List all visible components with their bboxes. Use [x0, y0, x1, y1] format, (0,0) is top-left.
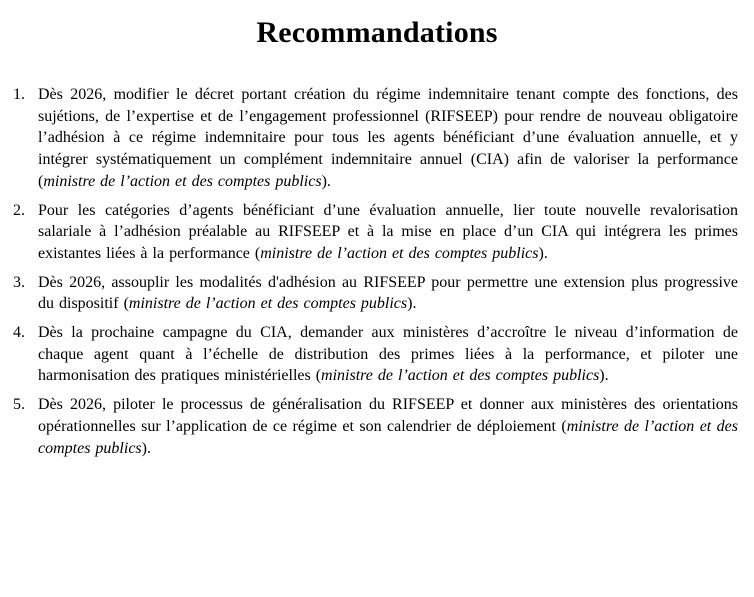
item-suffix: ).	[599, 367, 609, 385]
list-item	[13, 272, 738, 315]
item-number: 3.	[13, 273, 25, 291]
item-suffix: ).	[141, 439, 151, 457]
item-text: Pour les catégories d’agents bénéficiant d’une évaluation annuelle, lier toute nouvelle revalorisation salariale à l’adhésion préalable au RIFSEEP et à la mise en place d’un CIA qui intégrera les primes existantes liées à la performance (	[38, 201, 738, 262]
item-number: 4.	[13, 324, 25, 342]
list-item	[13, 322, 738, 387]
item-ministry: ministre de l’action et des comptes publics	[128, 295, 408, 313]
recommendations-list	[0, 84, 754, 459]
item-number: 1.	[13, 86, 25, 103]
item-text: Dès la prochaine campagne du CIA, demander aux ministères d’accroître le niveau d’information de chaque agent quant à l’échelle de distribution des primes liées à la performance, et piloter une harmonisation des pratiques ministérielles (	[38, 324, 738, 385]
list-item	[13, 394, 738, 459]
list-item	[13, 84, 738, 193]
item-text: Dès 2026, piloter le processus de généralisation du RIFSEEP et donner aux ministères des orientations opérationnelles sur l’application de ce régime et son calendrier de déploiement (	[38, 396, 738, 435]
item-ministry: ministre de l’action et des comptes publics	[43, 172, 322, 190]
document-page	[0, 16, 754, 597]
item-ministry: ministre de l’action et des comptes publics	[260, 244, 539, 262]
item-suffix: ).	[407, 295, 417, 313]
page-title: Recommandations	[256, 16, 498, 49]
item-suffix: ).	[538, 244, 548, 262]
item-suffix: ).	[321, 172, 331, 190]
item-ministry: ministre de l’action et des comptes publics	[321, 367, 600, 385]
item-ministry: ministre de l’action et des comptes publics	[38, 417, 739, 457]
item-number: 5.	[13, 396, 25, 414]
item-number: 2.	[13, 201, 25, 219]
item-text: Dès 2026, assouplir les modalités d'adhésion au RIFSEEP pour permettre une extension plus progressive du dispositif (	[38, 273, 738, 313]
item-text: Dès 2026, modifier le décret portant création du régime indemnitaire tenant compte des fonctions, des sujétions, de l’expertise et de l’engagement professionnel (RIFSEEP) pour rendre de nouveau obligatoire l’adhésion à ce régime indemnitaire pour tous les agents bénéficiant d’une évaluation annuelle, et y intégrer systématiquement un complément indemnitaire annuel (CIA) afin de valoriser la performance (	[38, 86, 738, 190]
list-item	[13, 200, 738, 265]
